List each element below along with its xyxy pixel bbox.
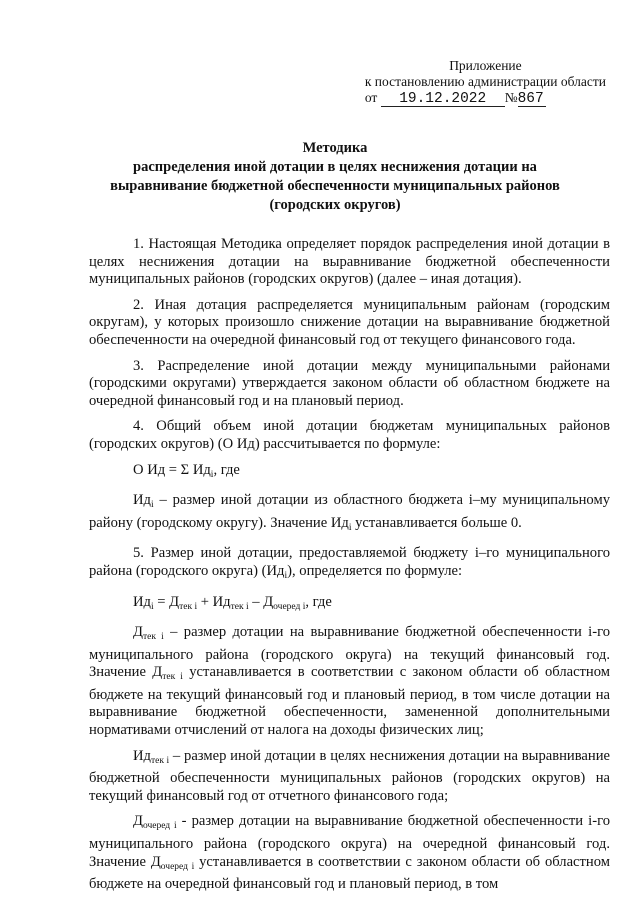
definition-id-tek	[89, 748, 610, 806]
def2-text-1: – размер дотации на выравнивание бюджетной обеспеченности i-го муниципального района (городского округа) на текущий финансовый год. Значение Д	[89, 624, 610, 681]
definition-id-i	[89, 492, 610, 537]
resolution-number: 867	[517, 91, 544, 107]
paragraph-5	[89, 545, 610, 585]
f2-d: – Д	[248, 593, 274, 610]
f2-c: + Ид	[197, 593, 231, 610]
date-prefix: от	[364, 90, 378, 105]
def2-sub-2: тек i	[162, 672, 183, 683]
def1-sub-2: i	[348, 522, 352, 533]
def4-sub-2: очеред i	[160, 861, 195, 872]
paragraph-4: 4. Общий объем иной дотации бюджетам муниципальных районов (городских округов) (О Ид) рассчитывается по формуле:	[89, 418, 610, 452]
title-line-3: выравнивание бюджетной обеспеченности муниципальных районов	[110, 178, 560, 194]
formula-total	[133, 462, 610, 485]
f2-b-sub: тек i	[179, 601, 198, 612]
formula-total-tail: , где	[213, 461, 240, 478]
appendix-resolution: к постановлению администрации области	[364, 74, 606, 89]
def4-text-2: устанавливается в соответствии с законом области об областном бюджете на очередной финансовый год и плановый период, в том	[89, 853, 610, 893]
definition-d-ochered	[89, 813, 610, 893]
document-title	[70, 139, 600, 215]
document-body	[89, 236, 610, 902]
resolution-date: 19.12.2022	[381, 92, 505, 107]
f2-e: , где	[305, 593, 332, 610]
f2-d-sub: очеред i	[273, 601, 306, 612]
p5-sub: i	[284, 570, 288, 581]
def2-sub: тек i	[142, 632, 164, 643]
def3-var: Ид	[133, 747, 151, 764]
paragraph-2: 2. Иная дотация распределяется муниципальным районам (городским округам), у которых произошло снижение дотации на выравнивание бюджетной обеспеченности на очередной финансовый год от текущего финансового года.	[89, 296, 610, 348]
f2-b: = Д	[153, 593, 180, 610]
def1-text-2: устанавливается больше 0.	[351, 514, 522, 531]
def3-sub: тек i	[150, 755, 170, 766]
title-line-1: Методика	[302, 140, 368, 156]
paragraph-3: 3. Распределение иной дотации между муниципальными районами (городскими округами) утверждается законом области об областном бюджете на очередной финансовый год и на плановый период.	[89, 357, 610, 409]
formula-total-main: О Ид = Σ Ид	[133, 461, 211, 478]
formula-individual	[133, 594, 610, 617]
f2-c-sub: тек i	[230, 601, 249, 612]
paragraph-1: 1. Настоящая Методика определяет порядок распределения иной дотации в целях неснижения дотации на выравнивание бюджетной обеспеченности муниципальных районов (городских округов) (далее – иная дотация).	[89, 236, 610, 288]
f2-a: Ид	[133, 593, 151, 610]
formula-total-sub: i	[210, 469, 214, 480]
definition-d-tek	[89, 624, 610, 740]
def2-var: Д	[133, 624, 143, 641]
p5-tail: ), определяется по формуле:	[287, 562, 463, 579]
def1-var: Ид	[133, 492, 151, 509]
def1-text-1: – размер иной дотации из областного бюджета i–му муниципальному району (городскому округу). Значение Ид	[89, 492, 610, 531]
def4-sub: очеред i	[142, 821, 177, 832]
appendix-header	[365, 58, 606, 107]
title-line-2: распределения иной дотации в целях неснижения дотации на	[133, 159, 537, 175]
number-prefix: №	[504, 90, 518, 105]
def4-var: Д	[133, 813, 143, 830]
def3-text: – размер иной дотации в целях неснижения дотации на выравнивание бюджетной обеспеченности муниципальных районов (городских округов) на текущий финансовый год от отчетного финансового года;	[89, 747, 610, 804]
title-line-4: (городских округов)	[269, 197, 401, 213]
def2-text-2: устанавливается в соответствии с законом области об областном бюджете на текущий финансовый год и плановый период, в том числе дотации на выравнивание бюджетной обеспеченности, замененной дополнительными нормативами отчислений от налога на доходы физических лиц;	[89, 664, 610, 739]
def1-sub: i	[150, 500, 154, 511]
f2-a-sub: i	[150, 601, 154, 612]
appendix-date-row	[365, 90, 606, 107]
p5-text: 5. Размер иной дотации, предоставляемой бюджету i–го муниципального района (городского округа) (Ид	[89, 545, 610, 579]
def4-text-1: - размер дотации на выравнивание бюджетной обеспеченности i-го муниципального района (городского округа) на очередной финансовый год. Значение Д	[89, 813, 610, 870]
appendix-label: Приложение	[449, 58, 522, 73]
